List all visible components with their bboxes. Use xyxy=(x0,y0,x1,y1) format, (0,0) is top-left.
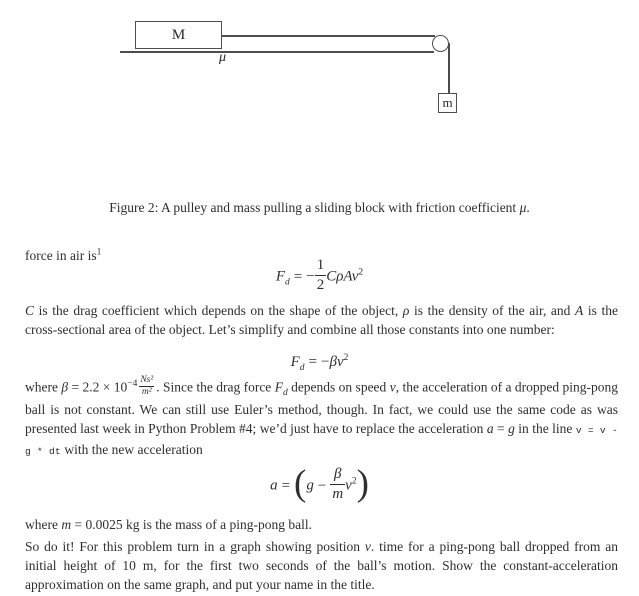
var-F-subscript: d xyxy=(282,388,288,399)
intro-text: force in air is xyxy=(25,248,97,263)
var-v: v xyxy=(389,379,396,395)
paragraph-mass xyxy=(25,515,618,534)
text-segment: depends on speed xyxy=(287,379,390,395)
paragraph-drag-coefficient xyxy=(25,301,618,339)
var-g: g xyxy=(508,420,515,436)
caption-period: . xyxy=(526,200,530,215)
eq1-fraction xyxy=(315,257,327,294)
var-C: C xyxy=(25,303,35,318)
paragraph-task xyxy=(25,537,618,594)
sliding-block xyxy=(135,21,222,49)
eq1-lhs: F xyxy=(275,268,286,285)
eq3-lhs: a xyxy=(270,477,278,494)
text-segment: , the acceleration of a dropped ping-pong ball is not constant. We can still use Euler’s method, though. In fact, we could use the same code as was presented last week in Python Problem #4; we’d just have to replace the acceleration xyxy=(25,379,618,436)
caption-text: Figure 2: A pulley and mass pulling a sliding block with friction coefficient xyxy=(109,200,520,215)
eq3-exponent: 2 xyxy=(351,476,357,487)
eq3-equals-sign: = xyxy=(281,477,291,494)
eq3-open-paren: ( xyxy=(294,463,307,505)
rope-vertical-line xyxy=(448,43,450,94)
text-segment: = 0.0025 kg is the mass of a ping-pong ball. xyxy=(71,517,312,532)
hanging-mass xyxy=(438,93,457,113)
figure-caption xyxy=(0,200,639,216)
eq2-minus-sign: − xyxy=(321,354,330,370)
text-segment: is the cross-sectional area of the object. Let’s simplify and combine all those constants into one number: xyxy=(25,303,618,337)
inline-code-euler-line: v = v - g * dt xyxy=(25,424,618,457)
paragraph-beta xyxy=(25,377,618,461)
pulley-wheel xyxy=(432,35,449,52)
equation-drag-simplified xyxy=(0,354,639,371)
eq2-lhs: F xyxy=(290,354,300,370)
eq1-factors: CρAv xyxy=(326,268,359,285)
eq2-factors: βv xyxy=(329,354,344,370)
var-beta: β xyxy=(61,379,69,395)
table-surface-line xyxy=(120,51,434,53)
hanging-mass-label: m xyxy=(442,95,453,110)
equation-acceleration xyxy=(0,463,639,505)
var-rho: ρ xyxy=(402,303,410,318)
equation-drag-full xyxy=(0,259,639,296)
text-segment: where xyxy=(25,517,62,532)
var-m: m xyxy=(61,517,72,532)
eq2-exponent: 2 xyxy=(343,353,349,363)
units-fraction-numerator: Ns² xyxy=(140,375,154,385)
text-segment: = xyxy=(493,420,509,436)
var-F: F xyxy=(274,379,283,395)
eq3-fraction-numerator: β xyxy=(330,466,345,485)
var-a: a xyxy=(486,420,494,436)
text-segment: . Since the drag force xyxy=(156,379,275,395)
var-A: A xyxy=(575,303,584,318)
eq1-equals-sign: = xyxy=(293,268,303,285)
units-fraction-denominator: m² xyxy=(141,386,152,397)
eq3-close-paren: ) xyxy=(356,463,369,505)
text-segment: is the density of the air, and xyxy=(409,303,576,318)
eq3-fraction xyxy=(330,466,345,503)
eq2-equals-sign: = xyxy=(308,354,318,370)
eq3-minus-sign: − xyxy=(317,477,327,494)
units-fraction xyxy=(139,375,154,398)
eq2-lhs-subscript: d xyxy=(299,363,305,373)
block-mass-label: M xyxy=(171,26,186,43)
text-segment: with the new acceleration xyxy=(61,441,203,457)
text-segment: = 2.2 × 10 xyxy=(68,379,128,395)
friction-coefficient-label: μ xyxy=(219,50,227,65)
text-segment: is the drag coefficient which depends on the shape of the object, xyxy=(34,303,403,318)
eq1-lhs-subscript: d xyxy=(285,277,290,288)
eq3-term-g: g xyxy=(306,477,314,494)
pulley-diagram xyxy=(0,0,639,130)
text-segment: . time for a ping-pong ball dropped from an initial height of 10 m, for the first two seconds of the ball’s motion. Show the constant-acceleration approximation on the same graph, and put your name in the title. xyxy=(25,539,618,592)
beta-exponent: −4 xyxy=(127,379,138,390)
var-v-position: v xyxy=(364,539,371,554)
eq3-velocity: v xyxy=(345,477,352,494)
text-segment: where xyxy=(25,379,62,395)
eq1-fraction-denominator: 2 xyxy=(316,276,325,293)
eq1-fraction-numerator: 1 xyxy=(315,257,327,276)
eq1-minus-sign: − xyxy=(306,268,315,285)
rope-horizontal-line xyxy=(222,35,435,37)
text-segment: So do it! For this problem turn in a graph showing position xyxy=(25,539,365,554)
eq1-exponent: 2 xyxy=(358,267,364,278)
eq3-fraction-denominator: m xyxy=(332,485,344,502)
footnote-marker: 1 xyxy=(96,247,102,258)
caption-mu-symbol: μ xyxy=(519,200,527,215)
text-segment: in the line xyxy=(514,420,576,436)
